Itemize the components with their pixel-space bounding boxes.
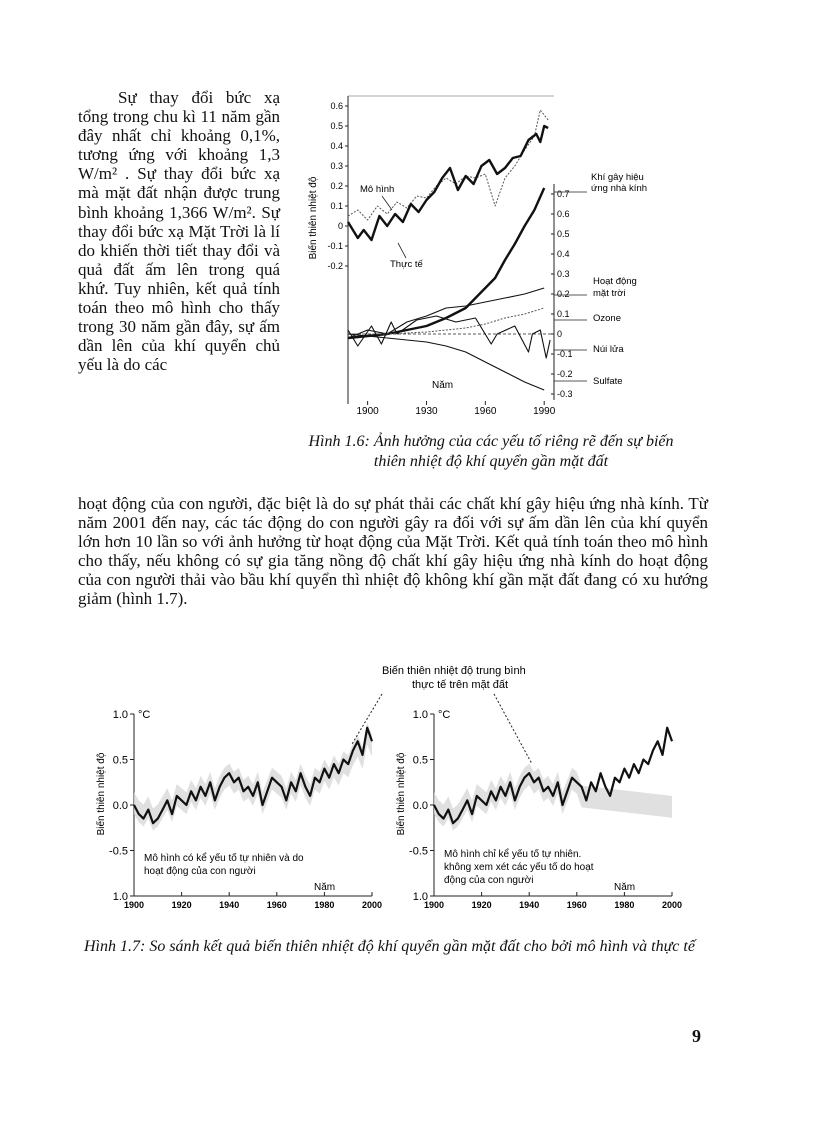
left-model-band — [134, 723, 372, 831]
series-line-mô-hình — [348, 110, 548, 220]
right-tick-label: -0.1 — [557, 349, 573, 359]
left-y-tick-label: 0.5 — [112, 754, 128, 767]
left-y-axis-label: Biến thiên nhiệt độ — [96, 752, 107, 836]
right-y-tick-label: 0.0 — [412, 800, 428, 812]
left-x-tick-label: 1940 — [219, 900, 240, 910]
left-note: hoạt động của con người — [144, 866, 256, 877]
left-x-tick-label: 1900 — [123, 900, 145, 910]
right-tick-label: 0.6 — [557, 209, 570, 219]
right-tick-label: 0.3 — [557, 269, 570, 279]
right-tick-label: -0.2 — [557, 369, 573, 379]
intro-paragraph: Sự thay đổi bức xạ tổng trong chu kì 11 năm gần đây nhất chỉ khoảng 0,1%, tương ứng với khoảng 1,3 W/m² . Sự thay đổi bức xạ mà mặt đất nhận được trung bình khoảng 1,366 W/m². Sự thay đổi bức xạ Mặt Trời là lí do khiến thời tiết thay đổi và quả đất ấm lên trong quá khứ. Tuy nhiên, kết quả tính toán theo mô hình cho thấy trong 30 năm gần đây, sự ấm dần lên của khí quyển chủ yếu là do các — [78, 88, 280, 375]
left-note: Mô hình có kể yếu tố tự nhiên và do — [144, 853, 304, 864]
continuation-paragraph: hoạt động của con người, đặc biệt là do sự phát thải các chất khí gây hiệu ứng nhà kính. Từ năm 2001 đến nay, các tác động do con người gây ra đối với sự ấm dần lên của khí quyển lớn hơn 10 lần so với ảnh hưởng từ hoạt động của Mặt Trời. Kết quả tính toán theo mô hình cho thấy, nếu không có sự gia tăng nồng độ chất khí gây hiệu ứng nhà kính do hoạt động của con người thải vào bầu khí quyển thì nhiệt độ không khí gần mặt đất đang có xu hướng giảm (hình 1.7). — [78, 494, 708, 609]
left-tick-label: 0.3 — [330, 161, 343, 171]
series-line-thực-tế — [348, 126, 548, 240]
legend-label: Khí gây hiệu — [591, 172, 644, 183]
left-x-tick-label: 1920 — [171, 900, 192, 910]
right-note: Mô hình chỉ kể yếu tố tự nhiên. — [444, 849, 582, 860]
right-y-tick-label: 1.0 — [412, 709, 428, 721]
right-unit-label: °C — [438, 709, 451, 721]
x-axis-label: Năm — [432, 380, 454, 391]
left-x-axis-label: Năm — [314, 882, 336, 893]
left-tick-label: -0.2 — [327, 261, 343, 271]
figure-1-7-caption: Hình 1.7: So sánh kết quả biến thiên nhiệt độ khí quyển gần mặt đất cho bởi mô hình và thực tế — [84, 938, 695, 955]
annotation-observed: Thực tế — [390, 259, 423, 270]
legend-label: Sulfate — [593, 376, 623, 387]
left-x-tick-label: 1960 — [266, 900, 287, 910]
legend-label: mặt trời — [593, 288, 626, 299]
x-tick-label: 1930 — [415, 406, 438, 417]
left-x-tick-label: 2000 — [361, 900, 383, 910]
annotation-observed-arrow — [398, 243, 406, 258]
x-tick-label: 1960 — [474, 406, 497, 417]
right-tick-label: 0.2 — [557, 289, 570, 299]
title-annotation: Biến thiên nhiệt độ trung bình — [382, 665, 526, 677]
right-y-tick-label: 1.0 — [412, 891, 428, 903]
x-tick-label: 1900 — [356, 406, 379, 417]
left-y-tick-label: 1.0 — [112, 709, 128, 721]
annotation-pointer — [494, 694, 532, 764]
right-model-band — [434, 764, 672, 831]
right-note: động của con người — [444, 875, 534, 886]
left-tick-label: 0.2 — [330, 181, 343, 191]
right-x-tick-label: 1940 — [519, 900, 540, 910]
right-tick-label: 0.5 — [557, 229, 570, 239]
figure-1-6-caption: Hình 1.6: Ảnh hưởng của các yếu tố riêng rẽ đến sự biến thiên nhiệt độ khí quyển gần mặt đất — [308, 433, 674, 470]
left-unit-label: °C — [138, 709, 151, 721]
right-note: không xem xét các yếu tố do hoạt — [444, 862, 594, 873]
title-annotation: thực tế trên mặt đất — [412, 679, 509, 691]
right-x-tick-label: 2000 — [661, 900, 683, 910]
left-tick-label: -0.1 — [327, 241, 343, 251]
left-tick-label: 0.1 — [330, 201, 343, 211]
right-tick-label: 0.4 — [557, 249, 570, 259]
left-tick-label: 0.4 — [330, 141, 343, 151]
right-x-axis-label: Năm — [614, 882, 636, 893]
right-tick-label: 0.7 — [557, 189, 570, 199]
legend-label: Hoạt động — [593, 276, 637, 287]
right-x-tick-label: 1900 — [423, 900, 445, 910]
legend-label: Ozone — [593, 313, 621, 324]
legend-label: ứng nhà kính — [591, 183, 648, 194]
right-tick-label: 0 — [557, 329, 563, 339]
left-tick-label: 0.5 — [330, 121, 343, 131]
left-tick-label: 0 — [337, 221, 343, 231]
series-line-ozone — [348, 308, 544, 334]
figure-1-7-chart — [82, 664, 702, 924]
right-y-tick-label: -0.5 — [409, 845, 428, 858]
left-x-tick-label: 1980 — [314, 900, 335, 910]
right-y-axis-label: Biến thiên nhiệt độ — [396, 752, 407, 836]
left-y-tick-label: 0.0 — [112, 800, 128, 812]
right-y-tick-label: 0.5 — [412, 754, 428, 767]
left-y-tick-label: 1.0 — [112, 891, 128, 903]
right-x-tick-label: 1920 — [471, 900, 492, 910]
x-tick-label: 1990 — [533, 406, 556, 417]
legend-label: Núi lửa — [593, 344, 624, 355]
figure-1-6-chart — [302, 88, 692, 428]
left-y-tick-label: -0.5 — [109, 845, 128, 858]
right-tick-label: -0.3 — [557, 389, 573, 399]
annotation-model: Mô hình — [360, 184, 395, 195]
right-x-tick-label: 1980 — [614, 900, 635, 910]
y-axis-label: Biến thiên nhiệt độ — [308, 176, 319, 260]
left-tick-label: 0.6 — [330, 101, 343, 111]
page-number: 9 — [692, 1026, 701, 1046]
right-tick-label: 0.1 — [557, 309, 570, 319]
annotation-model-arrow — [382, 196, 392, 210]
right-x-tick-label: 1960 — [566, 900, 587, 910]
